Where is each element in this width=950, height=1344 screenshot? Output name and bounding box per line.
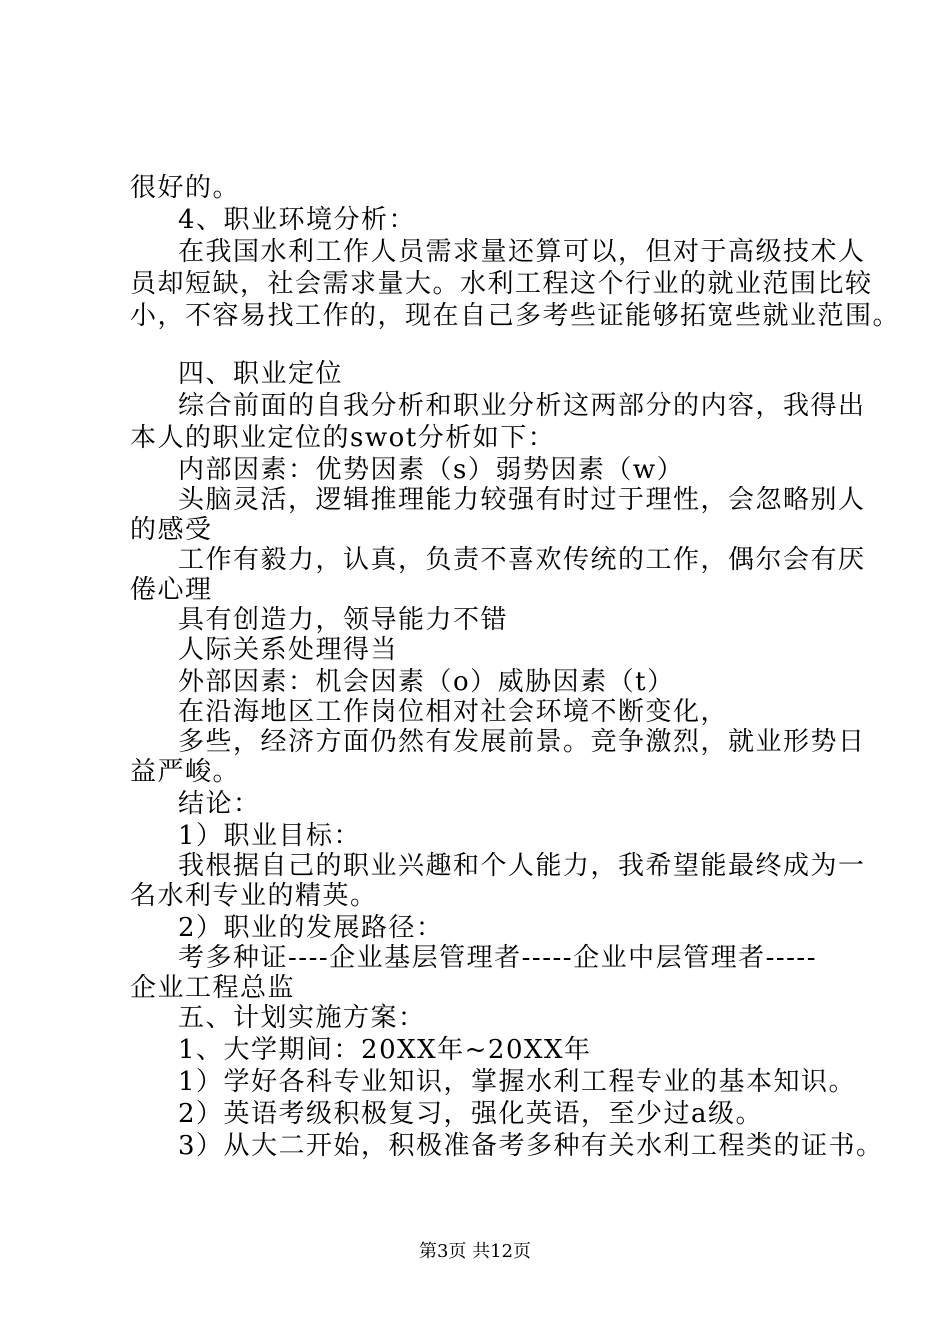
text-line: 2）职业的发展路径： bbox=[178, 913, 444, 943]
text-line: 在我国水利工作人员需求量还算可以，但对于高级技术人 bbox=[178, 237, 866, 267]
text-line: 2）英语考级积极复习，强化英语，至少过a级。 bbox=[178, 1099, 764, 1129]
text-line: 考多种证----企业基层管理者-----企业中层管理者----- bbox=[178, 943, 817, 973]
text-line: 很好的。 bbox=[130, 173, 241, 203]
text-line: 工作有毅力，认真，负责不喜欢传统的工作，偶尔会有厌 bbox=[178, 545, 866, 575]
text-line: 倦心理 bbox=[130, 575, 213, 605]
section-heading: 四、职业定位 bbox=[178, 359, 344, 389]
text-line: 1）职业目标： bbox=[178, 821, 362, 851]
text-line: 益严峻。 bbox=[130, 757, 241, 787]
text-line: 企业工程总监 bbox=[130, 973, 296, 1003]
text-line: 1）学好各科专业知识，掌握水利工程专业的基本知识。 bbox=[178, 1067, 857, 1097]
text-line: 具有创造力，领导能力不错 bbox=[178, 605, 509, 635]
text-line: 外部因素：机会因素（o）威胁因素（t） bbox=[178, 667, 675, 697]
text-line: 我根据自己的职业兴趣和个人能力，我希望能最终成为一 bbox=[178, 851, 866, 881]
text-line: 名水利专业的精英。 bbox=[130, 881, 378, 911]
text-line: 1、大学期间：20XX年~20XX年 bbox=[178, 1035, 592, 1065]
text-line: 员却短缺，社会需求量大。水利工程这个行业的就业范围比较 bbox=[130, 269, 873, 299]
text-line: 3）从大二开始，积极准备考多种有关水利工程类的证书。 bbox=[178, 1131, 884, 1161]
text-line: 多些，经济方面仍然有发展前景。竞争激烈，就业形势日 bbox=[178, 727, 866, 757]
text-line: 人际关系处理得当 bbox=[178, 635, 399, 665]
text-line: 本人的职业定位的swot分析如下： bbox=[130, 423, 556, 453]
section-heading: 五、计划实施方案： bbox=[178, 1003, 426, 1033]
text-line: 小，不容易找工作的，现在自己多考些证能够拓宽些就业范围。 bbox=[130, 301, 901, 331]
text-line: 头脑灵活，逻辑推理能力较强有时过于理性，会忽略别人 bbox=[178, 485, 866, 515]
page-footer: 第3页 共12页 bbox=[418, 1241, 532, 1262]
text-line: 结论： bbox=[178, 789, 261, 819]
text-line: 的感受 bbox=[130, 515, 213, 545]
text-line: 在沿海地区工作岗位相对社会环境不断变化， bbox=[178, 697, 729, 727]
section-heading: 4、职业环境分析： bbox=[178, 205, 417, 235]
text-line: 综合前面的自我分析和职业分析这两部分的内容，我得出 bbox=[178, 391, 866, 421]
text-line: 内部因素：优势因素（s）弱势因素（w） bbox=[178, 455, 685, 485]
